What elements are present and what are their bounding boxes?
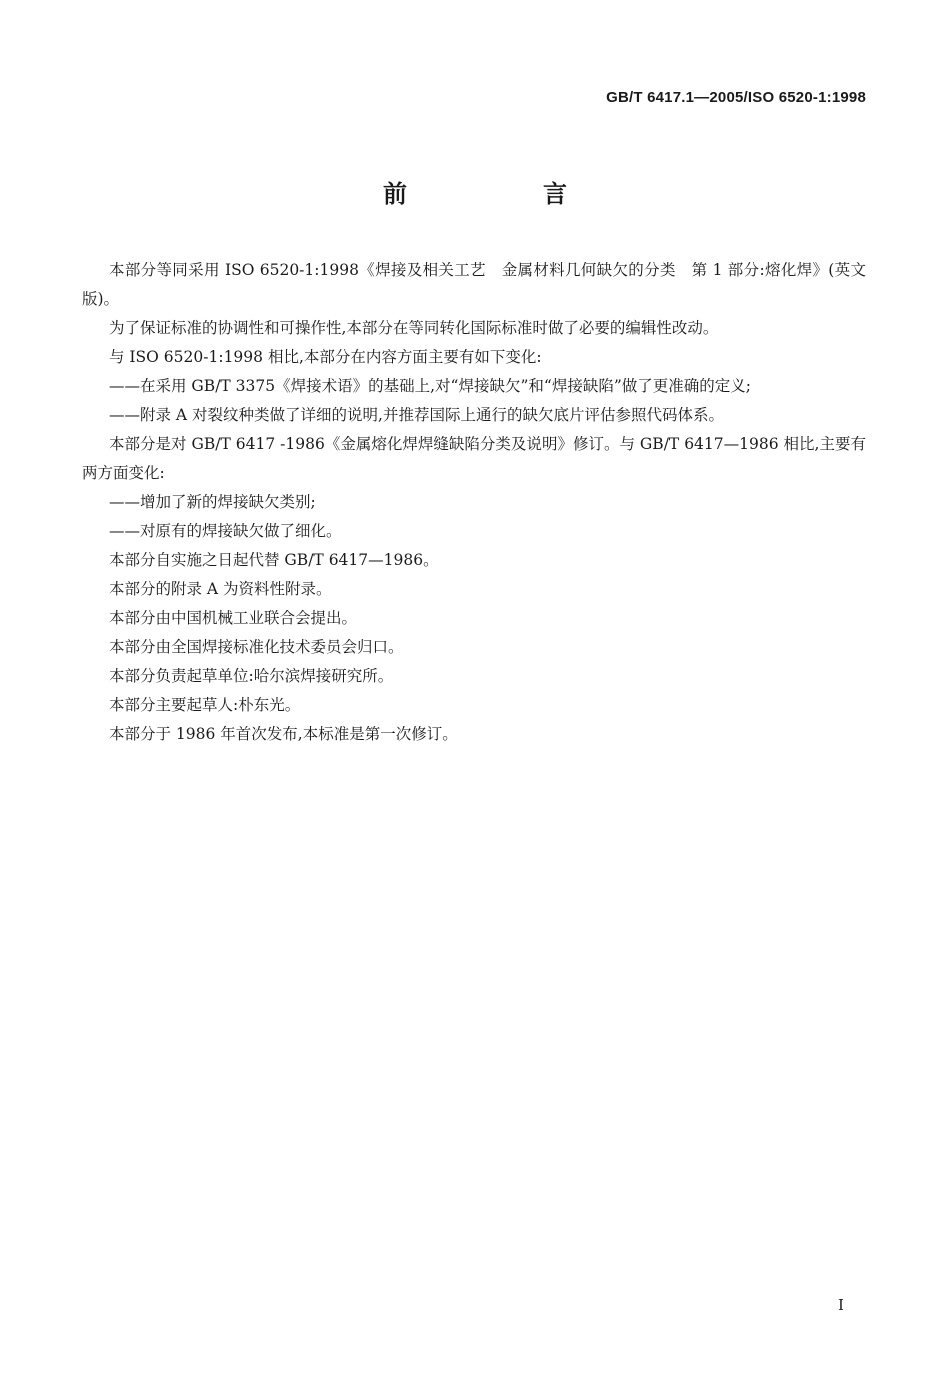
list-item: ——对原有的焊接缺欠做了细化。 <box>109 522 342 540</box>
standard-code: GB/T 6417.1—2005/ISO 6520-1:1998 <box>606 89 866 106</box>
paragraph: 本部分负责起草单位:哈尔滨焊接研究所。 <box>109 667 394 685</box>
paragraph: 为了保证标准的协调性和可操作性,本部分在等同转化国际标准时做了必要的编辑性改动。 <box>109 319 719 337</box>
list-item: ——增加了新的焊接缺欠类别; <box>109 493 316 511</box>
paragraph: 本部分由全国焊接标准化技术委员会归口。 <box>109 638 404 656</box>
paragraph: 本部分的附录 A 为资料性附录。 <box>109 580 332 598</box>
page-number: I <box>838 1296 844 1314</box>
page-title: 前 言 <box>383 180 623 208</box>
list-item: ——附录 A 对裂纹种类做了详细的说明,并推荐国际上通行的缺欠底片评估参照代码体系。 <box>109 406 724 424</box>
paragraph: 本部分于 1986 年首次发布,本标准是第一次修订。 <box>109 725 458 743</box>
paragraph: 与 ISO 6520-1:1998 相比,本部分在内容方面主要有如下变化: <box>109 348 542 366</box>
paragraph: 本部分主要起草人:朴东光。 <box>109 696 301 714</box>
list-item: ——在采用 GB/T 3375《焊接术语》的基础上,对“焊接缺欠”和“焊接缺陷”做了更准确的定义; <box>109 377 751 395</box>
foreword-body <box>82 256 866 749</box>
paragraph: 本部分是对 GB/T 6417 -1986《金属熔化焊焊缝缺陷分类及说明》修订。与 GB/T 6417—1986 相比,主要有两方面变化: <box>82 435 866 482</box>
paragraph: 本部分自实施之日起代替 GB/T 6417—1986。 <box>109 551 439 569</box>
paragraph: 本部分等同采用 ISO 6520-1:1998《焊接及相关工艺 金属材料几何缺欠的分类 第 1 部分:熔化焊》(英文版)。 <box>82 261 866 308</box>
paragraph: 本部分由中国机械工业联合会提出。 <box>109 609 358 627</box>
